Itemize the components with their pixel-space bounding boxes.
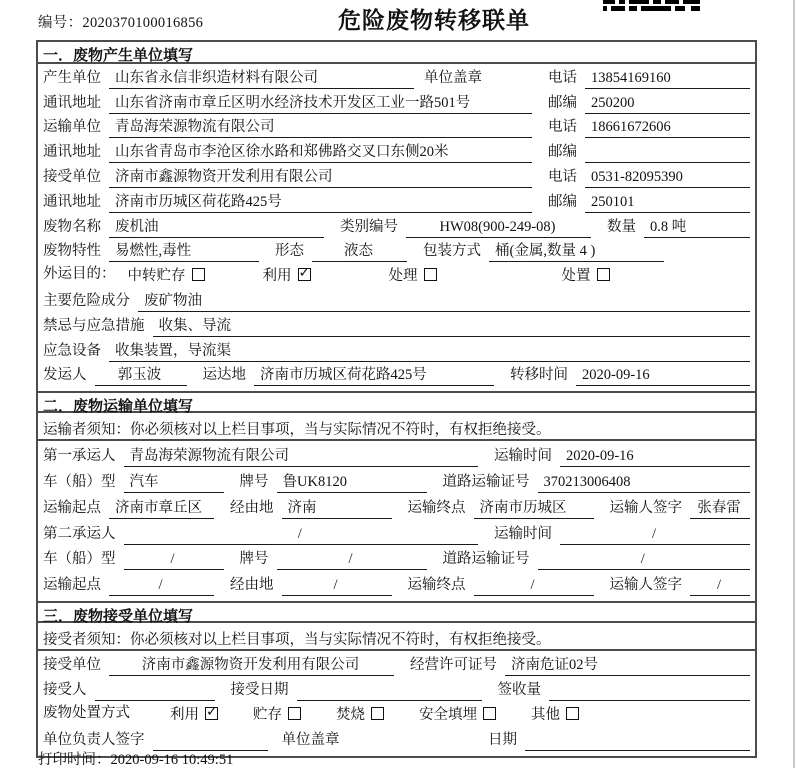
waste-character-row [41,240,750,265]
producer-phone-value: 13854169160 [585,68,750,89]
business-permit-label: 经营许可证号 [410,657,497,674]
end2-value: / [474,575,594,596]
transfer-time-value: 2020-09-16 [576,365,750,386]
responsible-sign-label: 单位负责人签字 [43,732,145,749]
disposal-method-label: 废物处置方式 [43,704,130,721]
transport-time1-value: 2020-09-16 [560,446,750,467]
vehicle2-row [41,547,750,573]
disposal-option-other [531,703,579,724]
section1-body [38,64,755,391]
form-label: 形态 [275,243,304,260]
producer-zip-value: 250200 [585,93,750,114]
taboo-measures-row [41,314,750,339]
taboo-value: 收集、导流 [153,316,751,337]
carrier1-row [41,443,750,469]
sign2-value: / [690,575,750,596]
producer-label: 产生单位 [43,69,101,86]
unit-seal-label: 单位盖章 [281,732,340,749]
option-label: 其他 [531,707,560,724]
quantity-label: 数量 [607,218,636,235]
route2-row [41,572,750,598]
section3-body [38,651,755,756]
option-label: 焚烧 [336,707,365,724]
zip-label: 邮编 [548,193,577,210]
doc-number-value: 2020370100016856 [82,15,204,31]
receiver-label: 接受单位 [43,168,101,185]
vehicle-type-label: 车（船）型 [43,473,116,490]
acceptor-row [41,678,750,703]
plate2-value: / [277,549,427,570]
transport-time-label: 运输时间 [494,448,552,465]
hazard-component-row [41,289,750,314]
purpose-label: 外运目的： [43,265,116,282]
receiver-zip-value: 250101 [585,192,750,213]
transporter-notice: 运输者须知：你必须核对以上栏目事项，当与实际情况不符时，有权拒绝接受。 [38,413,755,441]
accept-date-value [297,680,482,701]
emergency-equipment-row [41,339,750,364]
plate-label: 牌号 [239,551,269,568]
doc-number-label: 编号： [38,15,83,31]
origin-label: 运输起点 [43,499,101,516]
option-label: 安全填埋 [419,707,477,724]
date-label: 日期 [488,732,517,749]
destination-value: 济南市历城区荷花路425号 [254,365,494,386]
checkbox-disposal-other [566,707,579,720]
form-value: 液态 [312,241,407,262]
section2-body [38,441,755,601]
transport-time-label: 运输时间 [494,525,552,542]
section1-title: 一．废物产生单位填写 [38,42,755,64]
checkbox-disposal-landfill [483,707,496,720]
character-value: 易燃性,毒性 [109,241,259,262]
origin-label: 运输起点 [43,577,101,594]
phone-label: 电话 [548,168,577,185]
category-label: 类别编号 [340,218,398,235]
hazard-label: 主要危险成分 [43,292,130,309]
print-time-label: 打印时间： [38,752,111,768]
producer-address-row [41,91,750,116]
page-right-edge [793,0,795,768]
hazardous-waste-transfer-form [36,40,757,758]
end-label: 运输终点 [407,577,466,594]
carrier-sign-label: 运输人签字 [609,499,682,516]
taboo-label: 禁忌与应急措施 [43,317,145,334]
category-value: HW08(900-249-08) [406,217,591,238]
acceptor-label: 接受人 [43,682,87,699]
transfer-time-label: 转移时间 [510,367,568,384]
transporter-row [41,116,750,141]
via2-value: / [282,575,392,596]
road-permit-label: 道路运输证号 [442,473,530,490]
origin1-value: 济南市章丘区 [109,498,214,519]
packing-value: 桶(金属,数量 4 ) [489,241,664,262]
accept-unit-label: 接受单位 [43,657,101,674]
vehicle1-row [41,469,750,495]
option-label: 利用 [262,268,292,285]
vehicle1-value: 汽车 [124,472,224,493]
waste-name-label: 废物名称 [43,218,101,235]
equipment-value: 收集装置，导流渠 [109,341,750,362]
disposal-option-incineration [336,703,384,724]
section3-title: 三．废物接受单位填写 [38,601,755,623]
zip-label: 邮编 [548,144,577,161]
transporter-address-value: 山东省青岛市李沧区徐水路和郑佛路交叉口东侧20米 [109,142,532,163]
via-label: 经由地 [230,499,274,516]
checkbox-treatment [424,268,437,281]
disposal-option-landfill [419,703,496,724]
phone-label: 电话 [548,119,577,136]
consignor-row [41,364,750,389]
checkbox-disposal-incineration [371,707,384,720]
transfer-purpose-row [41,264,750,289]
purpose-option-transfer-storage [128,264,205,285]
transport-time2-value: / [560,524,750,545]
equipment-label: 应急设备 [43,342,101,359]
disposal-option-recycle [170,703,218,724]
qr-code-fragment [603,0,700,11]
checkbox-disposal-storage [288,707,301,720]
producer-address-value: 山东省济南市章丘区明水经济技术开发区工业一路501号 [109,93,532,114]
acceptor-value [95,680,215,701]
end1-value: 济南市历城区 [474,498,594,519]
route1-row [41,495,750,521]
via1-value: 济南 [282,498,392,519]
disposal-method-row [41,703,750,728]
carrier-sign-label: 运输人签字 [609,577,682,594]
vehicle-type-label: 车（船）型 [43,551,116,568]
option-label: 中转贮存 [127,268,186,285]
received-qty-value [549,680,750,701]
road-permit1-value: 370213006408 [538,472,751,493]
doc-number [38,11,203,32]
checkbox-disposal-recycle [205,707,218,720]
address-label: 通讯地址 [43,94,101,111]
consignor-value: 郭玉波 [95,365,187,386]
character-label: 废物特性 [43,243,101,260]
transporter-value: 青岛海荣源物流有限公司 [109,117,532,138]
carrier2-value: / [124,524,479,545]
producer-value: 山东省永信非织造材料有限公司 [109,68,414,89]
receiver-address-row [41,190,750,215]
receiver-value: 济南市鑫源物资开发利用有限公司 [109,167,532,188]
sign1-value: 张春雷 [690,498,750,519]
producer-row [41,66,750,91]
disposal-option-storage [253,703,301,724]
plate-label: 牌号 [239,473,269,490]
hazard-value: 废矿物油 [138,291,750,312]
option-label: 处置 [561,268,591,285]
receiver-address-value: 济南市历城区荷花路425号 [109,192,532,213]
road-permit2-value: / [538,549,751,570]
option-label: 利用 [170,707,199,724]
carrier2-label: 第二承运人 [43,525,116,542]
purpose-option-treatment [389,264,437,285]
unit-seal-label: 单位盖章 [424,69,482,86]
end-label: 运输终点 [407,499,466,516]
plate1-value: 鲁UK8120 [277,472,427,493]
address-label: 通讯地址 [43,144,101,161]
transporter-label: 运输单位 [43,119,101,136]
checkbox-recycle [298,268,311,281]
print-time-value: 2020-09-16 10:49:51 [110,752,234,768]
business-permit-value: 济南危证02号 [505,655,750,676]
page-title: 危险废物转移联单 [338,7,530,33]
phone-label: 电话 [548,69,577,86]
carrier2-row [41,521,750,547]
vehicle2-value: / [124,549,224,570]
date-value [525,730,750,751]
accept-unit-row [41,653,750,678]
quantity-value: 0.8 吨 [644,217,750,238]
via-label: 经由地 [230,577,274,594]
road-permit-label: 道路运输证号 [442,551,530,568]
print-time [38,748,233,768]
transporter-phone-value: 18661672606 [585,117,750,138]
transporter-zip-value [585,142,750,163]
carrier1-value: 青岛海荣源物流有限公司 [124,446,479,467]
checkbox-transfer-storage [192,268,205,281]
purpose-option-recycle [263,264,311,285]
section2-title: 二．废物运输单位填写 [38,391,755,413]
waste-name-row [41,215,750,240]
option-label: 处理 [388,268,418,285]
zip-label: 邮编 [548,94,577,111]
receiver-row [41,165,750,190]
consignor-label: 发运人 [43,367,87,384]
carrier1-label: 第一承运人 [43,448,116,465]
origin2-value: / [109,575,214,596]
accept-date-label: 接受日期 [230,682,289,699]
purpose-option-disposal [562,264,610,285]
receiver-phone-value: 0531-82095390 [585,167,750,188]
waste-name-value: 废机油 [109,217,324,238]
received-qty-label: 签收量 [497,682,541,699]
destination-label: 运达地 [202,367,246,384]
packing-label: 包装方式 [423,243,481,260]
address-label: 通讯地址 [43,193,101,210]
option-label: 贮存 [253,707,282,724]
transporter-address-row [41,140,750,165]
checkbox-disposal [597,268,610,281]
accept-unit-value: 济南市鑫源物资开发利用有限公司 [109,655,394,676]
receiver-notice: 接受者须知：你必须核对以上栏目事项，当与实际情况不符时，有权拒绝接受。 [38,623,755,651]
